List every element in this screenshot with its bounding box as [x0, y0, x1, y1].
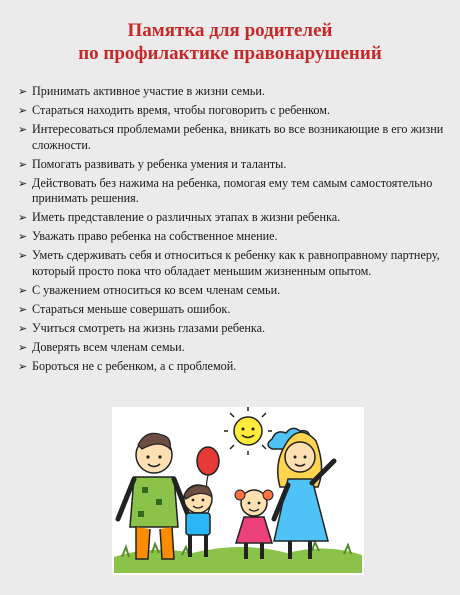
arrow-bullet-icon: ➢: [18, 230, 28, 244]
arrow-bullet-icon: ➢: [18, 85, 28, 98]
list-item: [18, 157, 446, 173]
arrow-bullet-icon: ➢: [18, 157, 28, 171]
list-item-text: Доверять всем членам семьи.: [32, 339, 185, 354]
list-item-text: Стараться находить время, чтобы поговорить с ребенком.: [32, 102, 331, 117]
list-item-text: Интересоваться проблемами ребенка, вникать во все возникающие в его жизни сложности.: [32, 121, 444, 152]
list-item: [18, 84, 446, 100]
father-figure: [118, 433, 188, 559]
sun-icon: [224, 407, 272, 455]
arrow-bullet-icon: ➢: [18, 359, 28, 373]
advice-list: [18, 84, 446, 378]
list-item: [18, 340, 446, 356]
list-item-text: Бороться не с ребенком, а с проблемой.: [32, 358, 237, 373]
list-item-text: С уважением относиться ко всем членам семьи.: [32, 282, 281, 297]
list-item: [18, 283, 446, 299]
list-item-text: Помогать развивать у ребенка умения и таланты.: [32, 156, 287, 171]
arrow-bullet-icon: ➢: [18, 302, 28, 316]
list-item-text: Уважать право ребенка на собственное мнение.: [32, 229, 278, 244]
list-item: [18, 210, 446, 226]
title-line-2: по профилактике правонарушений: [78, 42, 382, 64]
list-item: [18, 321, 446, 337]
arrow-bullet-icon: ➢: [18, 249, 28, 263]
list-item-text: Стараться меньше совершать ошибок.: [32, 301, 231, 316]
arrow-bullet-icon: ➢: [18, 211, 28, 225]
list-item-text: Действовать без нажима на ребенка, помогая ему тем самым самостоятельно принимать решения.: [32, 175, 433, 206]
arrow-bullet-icon: ➢: [18, 176, 28, 190]
family-drawing: [112, 407, 364, 575]
list-item: [18, 248, 446, 279]
grass-strip: [114, 547, 362, 573]
list-item: [18, 302, 446, 318]
family-illustration: [112, 407, 364, 575]
arrow-bullet-icon: ➢: [18, 122, 28, 136]
arrow-bullet-icon: ➢: [18, 283, 28, 297]
arrow-bullet-icon: ➢: [18, 321, 28, 335]
arrow-bullet-icon: ➢: [18, 340, 28, 354]
arrow-bullet-icon: ➢: [18, 103, 28, 117]
page-title: [0, 19, 460, 65]
title-line-1: Памятка для родителей: [127, 19, 333, 41]
list-item-text: Учиться смотреть на жизнь глазами ребенка.: [32, 320, 266, 335]
list-item-text: Уметь сдерживать себя и относиться к ребенку как к равноправному партнеру, который просто пока что обладает меньшим жизненным опытом.: [32, 248, 440, 278]
mother-figure: [274, 432, 334, 559]
list-item: [18, 103, 446, 119]
list-item-text: Иметь представление о различных этапах в жизни ребенка.: [32, 210, 341, 225]
list-item: [18, 122, 446, 153]
list-item: [18, 229, 446, 245]
list-item: [18, 359, 446, 375]
list-item: [18, 176, 446, 207]
boy-figure: [184, 485, 212, 557]
list-item-text: Принимать активное участие в жизни семьи.: [32, 84, 265, 98]
